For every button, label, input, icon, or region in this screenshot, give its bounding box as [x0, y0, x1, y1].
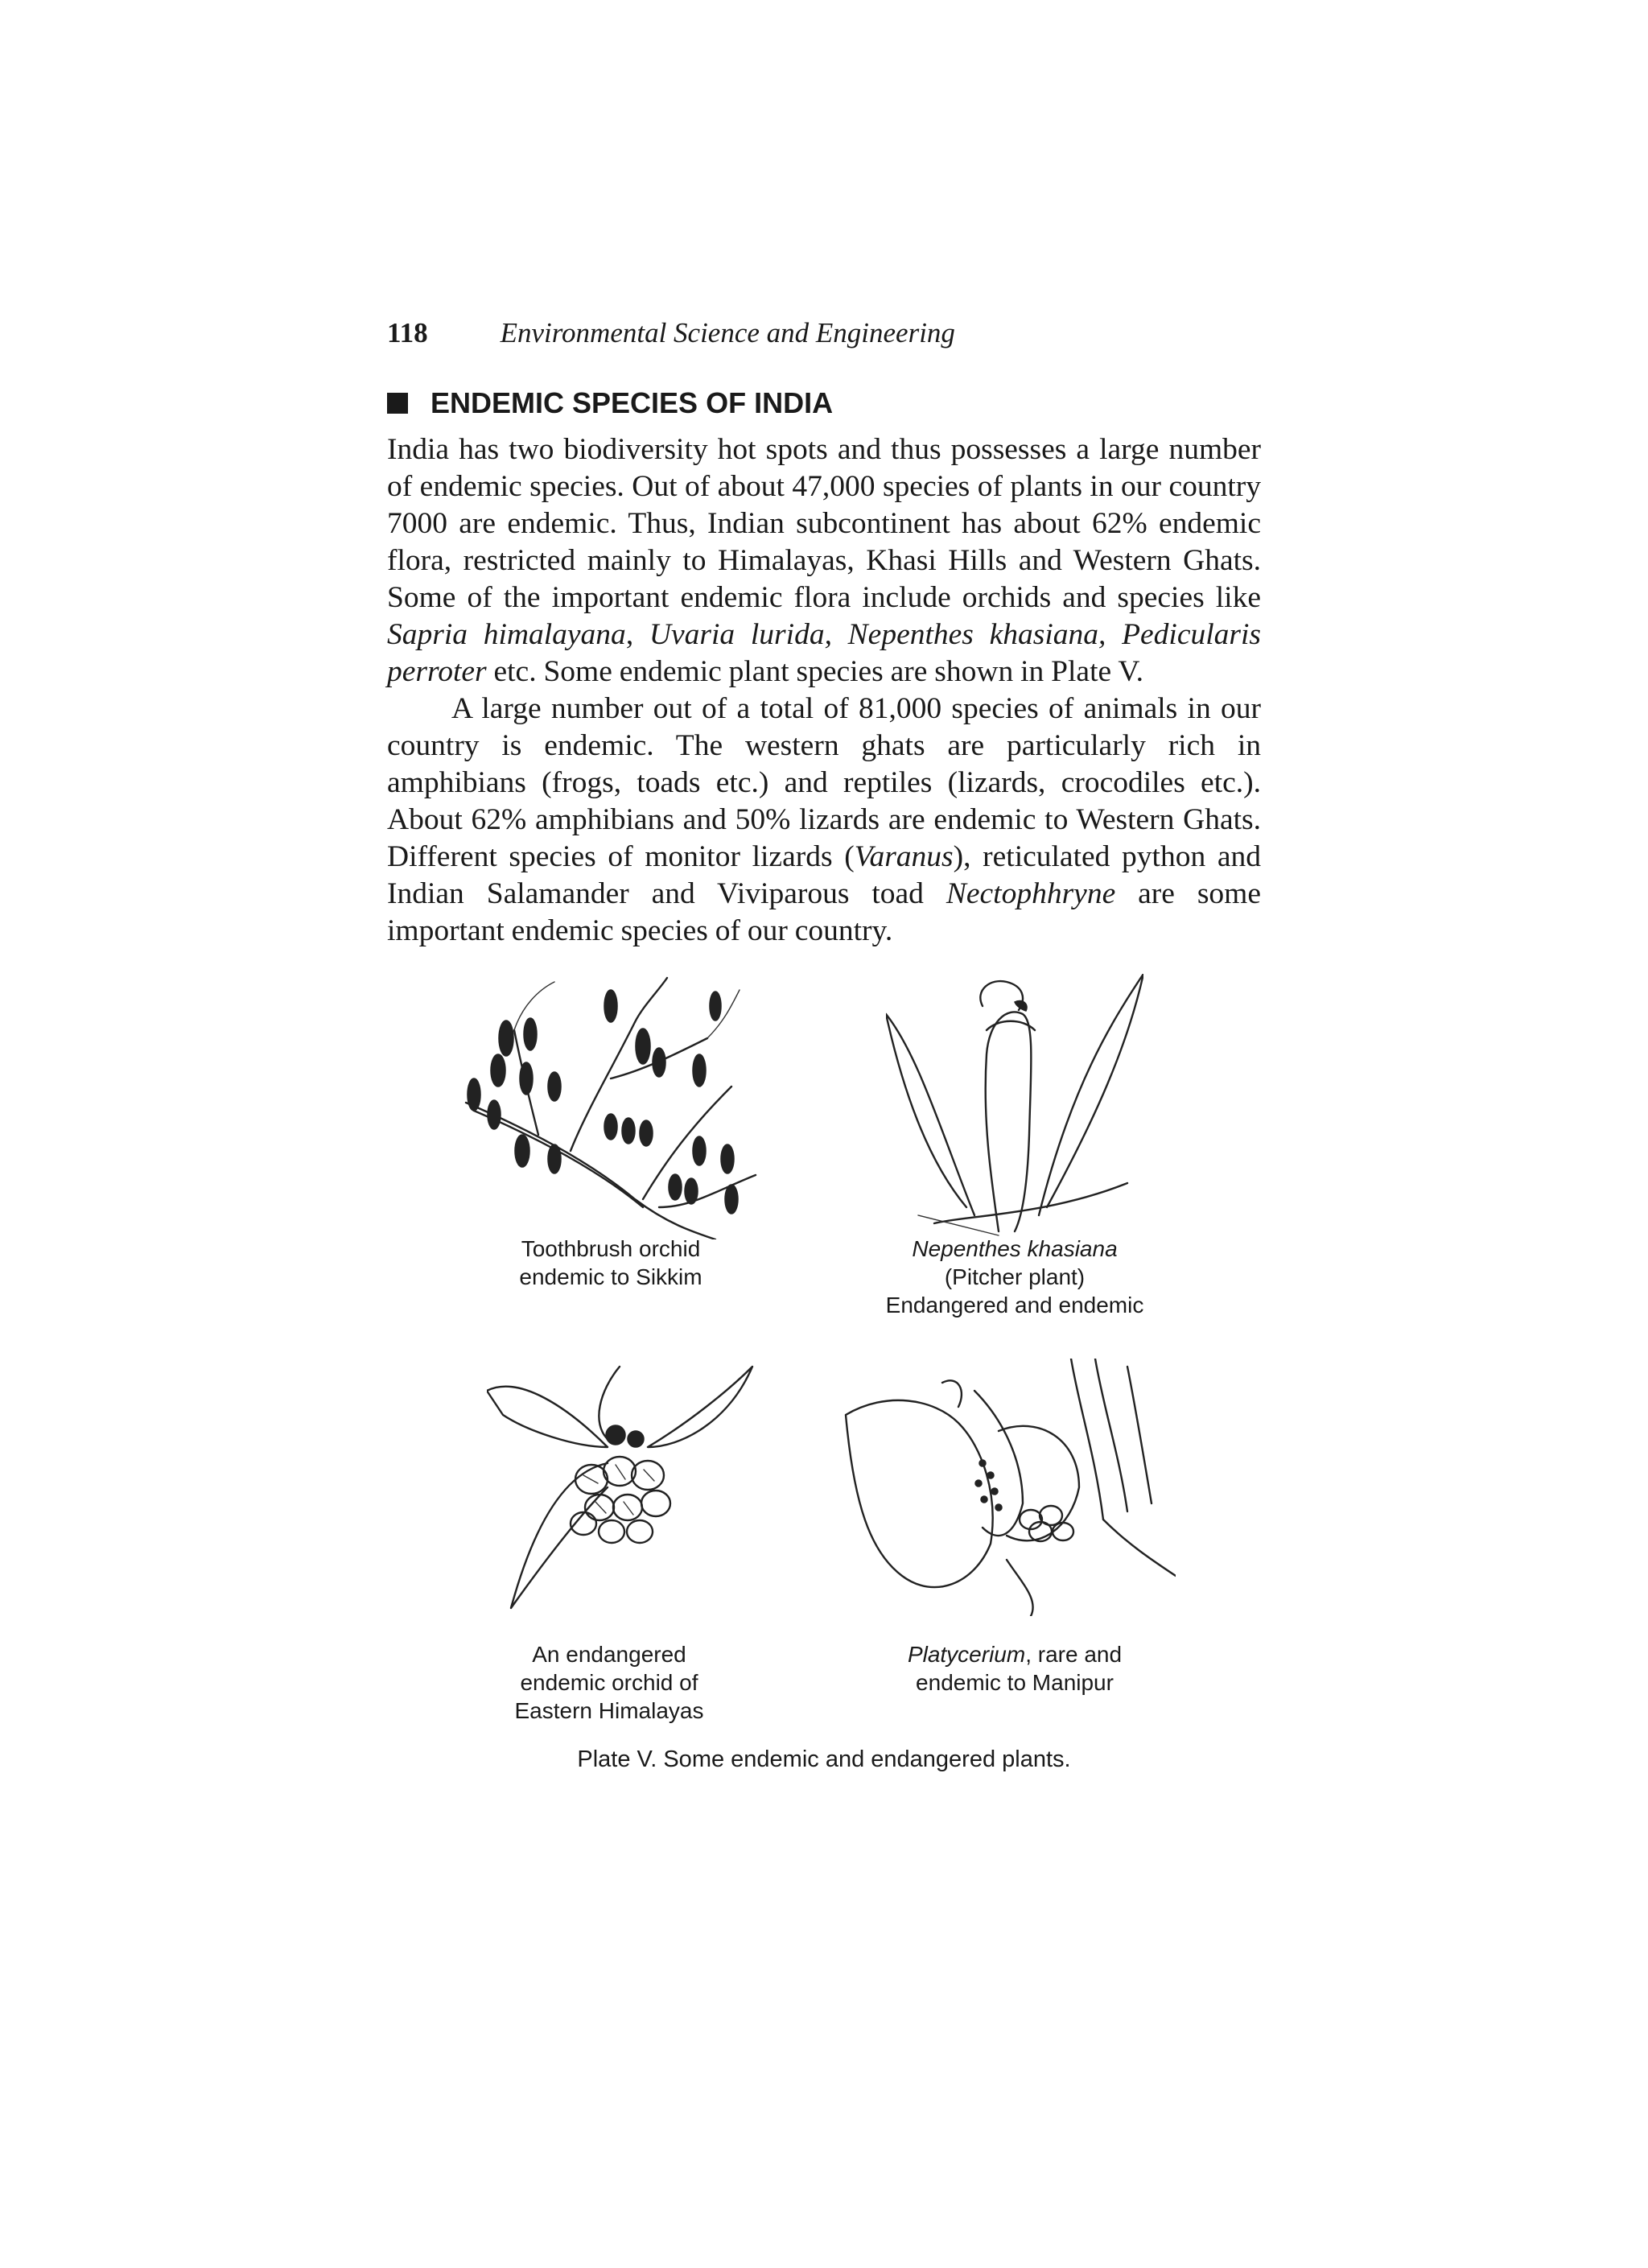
paragraph-2-text-a: A large number out of a total of 81,000 species of animals in our country is endemic. The western ghats are particularly rich in amphibians (frogs, toads etc.) and reptiles (lizards, crocodiles etc.). About 62% amphibians and 50% lizards are endemic to Western Ghats. Different species of monitor lizards ( — [387, 692, 1261, 873]
caption-himalayan-orchid — [488, 1640, 730, 1725]
section-heading-text: ENDEMIC SPECIES OF INDIA — [431, 386, 834, 419]
square-bullet-icon — [387, 393, 408, 414]
caption-line: endemic orchid of — [520, 1670, 698, 1695]
caption-line: Endangered and endemic — [885, 1293, 1144, 1318]
caption-line: endemic to Manipur — [916, 1670, 1114, 1695]
paragraph-2-text-b: ), reticulated python and Indian Salamander and Viviparous toad — [387, 840, 1261, 910]
caption-platycerium — [862, 1640, 1168, 1697]
paragraph-1-text-a: India has two biodiversity hot spots and thus possesses a large number of endemic species. Out of about 47,000 species of plants in our country 7000 are endemic. Thus, Indian subcontinent has about 62% endemic flora, restricted mainly to Himalayas, Khasi Hills and Western Ghats. Some of the important endemic flora include orchids and species like — [387, 433, 1261, 614]
caption-line: Toothbrush orchid — [521, 1236, 701, 1261]
paragraph-1 — [387, 431, 1261, 691]
paragraph-2 — [387, 691, 1261, 950]
caption-line-rest: , rare and — [1025, 1642, 1123, 1667]
paragraph-1-sep: , — [625, 618, 649, 651]
page-number: 118 — [387, 317, 428, 348]
plate-v-figure — [387, 974, 1261, 1795]
pitcher-plant-illustration — [886, 974, 1143, 1239]
species-sapria: Sapria himalayana — [387, 618, 626, 651]
platycerium-illustration — [838, 1359, 1176, 1616]
plate-caption: Plate V. Some endemic and endangered plants. — [577, 1746, 1071, 1772]
himalayan-orchid-illustration — [487, 1359, 760, 1616]
caption-toothbrush-orchid — [490, 1235, 731, 1291]
genus-varanus: Varanus — [854, 840, 954, 873]
section-heading — [387, 385, 833, 422]
genus-nectophhryne: Nectophhryne — [946, 877, 1116, 910]
caption-line: An endangered — [532, 1642, 686, 1667]
caption-line: (Pitcher plant) — [944, 1264, 1086, 1289]
caption-line: Eastern Himalayas — [514, 1698, 704, 1723]
toothbrush-orchid-illustration — [450, 974, 772, 1239]
paragraph-1-text-b: etc. Some endemic plant species are shown in Plate V. — [486, 655, 1143, 688]
paragraph-2-text-c: are some important endemic species of our country. — [387, 877, 1261, 947]
book-title: Environmental Science and Engineering — [500, 317, 955, 348]
caption-species-name: Platycerium — [907, 1642, 1026, 1667]
running-head — [387, 315, 955, 351]
caption-pitcher-plant — [862, 1235, 1168, 1319]
caption-line: endemic to Sikkim — [519, 1264, 702, 1289]
species-list: Uvaria lurida, Nepenthes khasiana, Pedicularis perroter — [387, 618, 1262, 688]
caption-species-name: Nepenthes khasiana — [912, 1236, 1118, 1261]
